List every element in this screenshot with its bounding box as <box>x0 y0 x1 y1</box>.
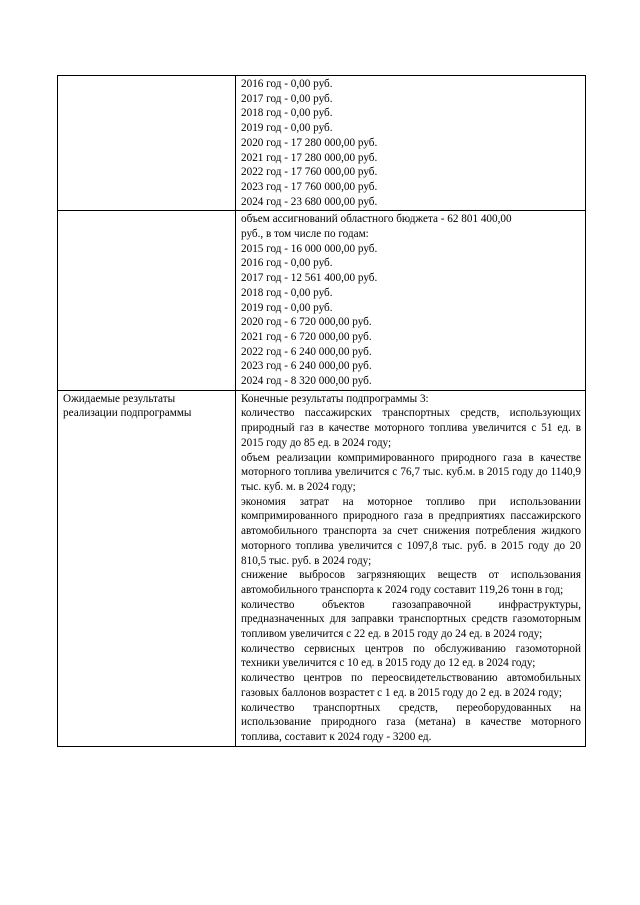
table-row <box>58 211 586 390</box>
result-item: объем реализации компримированного природного газа в качестве моторного топлива увеличится с 76,7 тыс. куб.м. в 2015 году до 1140,9 тыс. куб. м. в 2024 году; <box>241 451 581 493</box>
funding-years-cell <box>236 76 586 211</box>
funding-year-line: 2022 год - 6 240 000,00 руб. <box>241 345 372 358</box>
label-cell-empty <box>58 211 236 390</box>
funding-year-line: 2021 год - 6 720 000,00 руб. <box>241 330 372 343</box>
result-item: количество пассажирских транспортных средств, использующих природный газ в качестве моторного топлива увеличится с 51 ед. в 2015 году до 85 ед. в 2024 году; <box>241 407 581 449</box>
funding-year-line: 2022 год - 17 760 000,00 руб. <box>241 166 378 179</box>
table-row <box>58 390 586 746</box>
funding-year-line: 2018 год - 0,00 руб. <box>241 107 333 120</box>
expected-results-label-cell <box>58 390 236 746</box>
funding-year-line: 2021 год - 17 280 000,00 руб. <box>241 151 378 164</box>
row-label: Ожидаемые результаты <box>63 392 176 405</box>
regional-budget-cell <box>236 211 586 390</box>
funding-year-line: 2018 год - 0,00 руб. <box>241 286 333 299</box>
label-cell-empty <box>58 76 236 211</box>
result-item: количество объектов газозаправочной инфраструктуры, предназначенных для заправки транспортных средств газомоторным топливом увеличится с 22 ед. в 2015 году до 24 ед. в 2024 году; <box>241 598 581 641</box>
funding-year-line: 2016 год - 0,00 руб. <box>241 78 333 90</box>
row-label-cont: реализации подпрограммы <box>63 407 192 420</box>
funding-year-line: 2016 год - 0,00 руб. <box>241 257 333 270</box>
funding-year-line: 2023 год - 6 240 000,00 руб. <box>241 360 372 373</box>
funding-year-line: 2015 год - 16 000 000,00 руб. <box>241 242 378 255</box>
funding-year-line: 2017 год - 0,00 руб. <box>241 92 333 105</box>
funding-year-line: 2024 год - 23 680 000,00 руб. <box>241 195 378 208</box>
results-heading: Конечные результаты подпрограммы 3: <box>241 392 429 405</box>
expected-results-cell <box>236 390 586 746</box>
funding-year-line: 2024 год - 8 320 000,00 руб. <box>241 375 372 388</box>
regional-budget-intro-cont: руб., в том числе по годам: <box>241 228 369 241</box>
subprogram-passport-table <box>57 75 586 747</box>
funding-year-line: 2017 год - 12 561 400,00 руб. <box>241 272 378 285</box>
funding-year-line: 2020 год - 6 720 000,00 руб. <box>241 316 372 329</box>
result-item: количество транспортных средств, переоборудованных на использование природного газа (метана) в качестве моторного топлива, составит к 2024 году - 3200 ед. <box>241 701 581 743</box>
regional-budget-intro: объем ассигнований областного бюджета - 62 801 400,00 <box>241 213 512 226</box>
result-item: количество центров по переосвидетельствованию автомобильных газовых баллонов возрастет с 1 ед. в 2015 году до 2 ед. в 2024 году; <box>241 672 581 699</box>
funding-year-line: 2019 год - 0,00 руб. <box>241 122 333 135</box>
result-item: количество сервисных центров по обслуживанию газомоторной техники увеличится с 10 ед. в 2015 году до 12 ед. в 2024 году; <box>241 642 581 670</box>
funding-year-line: 2020 год - 17 280 000,00 руб. <box>241 136 378 149</box>
funding-year-line: 2019 год - 0,00 руб. <box>241 301 333 314</box>
result-item: экономия затрат на моторное топливо при использовании компримированного природного газа в предприятиях пассажирского автомобильного транспорта за счет снижения потребления жидкого моторного топлива увеличится с 1097,8 тыс. руб. в 2015 году до 20 810,5 тыс. руб. в 2024 году; <box>241 495 581 567</box>
funding-year-line: 2023 год - 17 760 000,00 руб. <box>241 180 378 193</box>
table-row <box>58 76 586 211</box>
result-item: снижение выбросов загрязняющих веществ от использования автомобильного транспорта к 2024 году составит 119,26 тонн в год; <box>241 569 581 596</box>
